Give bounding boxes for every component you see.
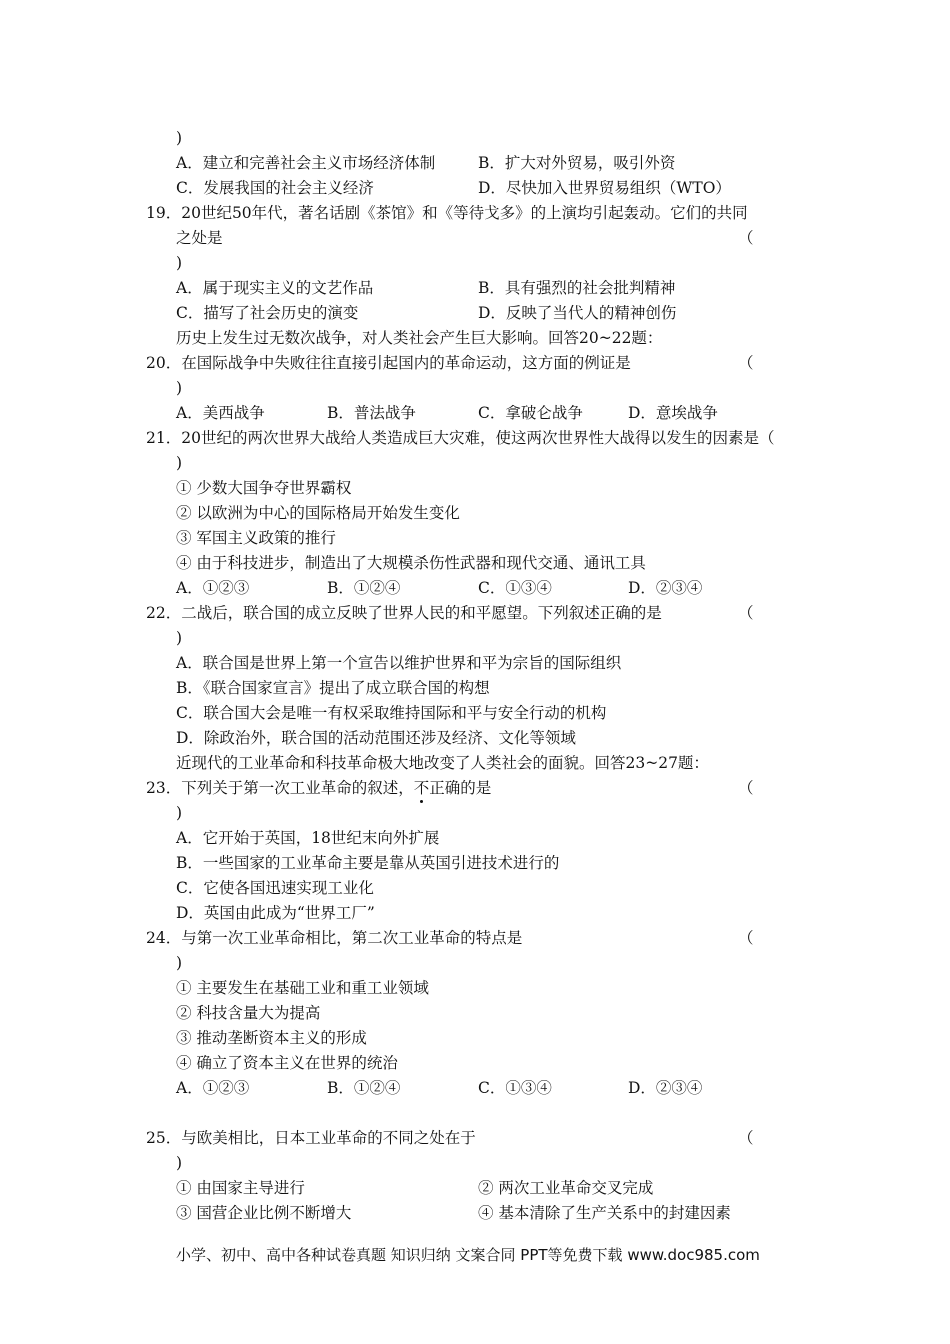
q19-option-c: C．描写了社会历史的演变 (176, 304, 359, 322)
q19-stem-line2: 之处是 (176, 229, 223, 247)
q25-paren-open: （ (738, 1129, 754, 1147)
q18-paren-close: ) (176, 129, 183, 147)
q23-stem-emphasis: 不 (413, 779, 430, 797)
q22-option-a: A．联合国是世界上第一个宣告以维护世界和平为宗旨的国际组织 (176, 654, 622, 672)
q18-option-d: D．尽快加入世界贸易组织（WTO） (478, 179, 731, 197)
q24-option-b: B．①②④ (327, 1079, 401, 1097)
q25-stem: 25．与欧美相比，日本工业革命的不同之处在于 (146, 1129, 476, 1147)
q18-option-b: B．扩大对外贸易，吸引外资 (478, 154, 676, 172)
q23-stem-pre: 23．下列关于第一次工业革命的叙述， (146, 779, 414, 797)
q24-option-d: D．②③④ (628, 1079, 703, 1097)
q23-option-d: D．英国由此成为“世界工厂” (176, 904, 375, 922)
q24-option-a: A．①②③ (176, 1079, 250, 1097)
q22-paren-close: ) (176, 629, 183, 647)
q20-stem: 20．在国际战争中失败往往直接引起国内的革命运动，这方面的例证是 (146, 354, 631, 372)
q21-paren-close: ) (176, 454, 183, 472)
q25-item-3: ③ 国营企业比例不断增大 (176, 1204, 352, 1222)
q23-stem (146, 778, 491, 798)
q19-paren-close: ) (176, 254, 183, 272)
q25-paren-close: ) (176, 1154, 183, 1172)
q21-option-b: B．①②④ (327, 579, 401, 597)
q25-item-4: ④ 基本清除了生产关系中的封建因素 (478, 1204, 731, 1222)
q19-stem-line1: 19．20世纪50年代，著名话剧《茶馆》和《等待戈多》的上演均引起轰动。它们的共同 (146, 204, 748, 222)
q23-paren-open: （ (738, 779, 754, 797)
q20-option-a: A．美西战争 (176, 404, 265, 422)
section-intro-23-27: 近现代的工业革命和科技革命极大地改变了人类社会的面貌。回答23~27题： (176, 754, 709, 772)
q20-paren-open: （ (738, 354, 754, 372)
q20-paren-close: ) (176, 379, 183, 397)
q24-paren-close: ) (176, 954, 183, 972)
q19-option-d: D．反映了当代人的精神创伤 (478, 304, 677, 322)
q22-paren-open: （ (738, 604, 754, 622)
q24-option-c: C．①③④ (478, 1079, 552, 1097)
q21-item-3: ③ 军国主义政策的推行 (176, 529, 336, 547)
q24-item-2: ② 科技含量大为提高 (176, 1004, 321, 1022)
section-intro-20-22: 历史上发生过无数次战争，对人类社会产生巨大影响。回答20~22题： (176, 329, 663, 347)
q18-option-c: C．发展我国的社会主义经济 (176, 179, 374, 197)
q25-item-1: ① 由国家主导进行 (176, 1179, 305, 1197)
q20-option-d: D．意埃战争 (628, 404, 718, 422)
q22-option-c: C．联合国大会是唯一有权采取维持国际和平与安全行动的机构 (176, 704, 607, 722)
q21-stem: 21．20世纪的两次世界大战给人类造成巨大灾难，使这两次世界性大战得以发生的因素是（ (146, 429, 775, 447)
q23-option-b: B．一些国家的工业革命主要是靠从英国引进技术进行的 (176, 854, 560, 872)
q23-stem-post: 正确的是 (429, 779, 492, 797)
q22-option-d: D．除政治外，联合国的活动范围还涉及经济、文化等领域 (176, 729, 576, 747)
q19-option-b: B．具有强烈的社会批判精神 (478, 279, 676, 297)
q21-item-4: ④ 由于科技进步，制造出了大规模杀伤性武器和现代交通、通讯工具 (176, 554, 646, 572)
q21-option-a: A．①②③ (176, 579, 250, 597)
q24-item-3: ③ 推动垄断资本主义的形成 (176, 1029, 367, 1047)
q24-item-1: ① 主要发生在基础工业和重工业领域 (176, 979, 429, 997)
q19-option-a: A．属于现实主义的文艺作品 (176, 279, 374, 297)
q23-option-c: C．它使各国迅速实现工业化 (176, 879, 374, 897)
page-footer: 小学、初中、高中各种试卷真题 知识归纳 文案合同 PPT等免费下载 www.doc985.com (176, 1246, 760, 1264)
q21-option-c: C．①③④ (478, 579, 552, 597)
q19-paren-open: （ (738, 229, 754, 247)
q24-stem: 24．与第一次工业革命相比，第二次工业革命的特点是 (146, 929, 523, 947)
q21-item-2: ② 以欧洲为中心的国际格局开始发生变化 (176, 504, 460, 522)
q20-option-b: B．普法战争 (327, 404, 416, 422)
q23-paren-close: ) (176, 804, 183, 822)
q18-option-a: A．建立和完善社会主义市场经济体制 (176, 154, 436, 172)
q21-option-d: D．②③④ (628, 579, 703, 597)
q24-item-4: ④ 确立了资本主义在世界的统治 (176, 1054, 398, 1072)
q25-item-2: ② 两次工业革命交叉完成 (478, 1179, 654, 1197)
q20-option-c: C．拿破仑战争 (478, 404, 583, 422)
q22-option-b: B．《联合国家宣言》提出了成立联合国的构想 (176, 679, 490, 697)
q21-item-1: ① 少数大国争夺世界霸权 (176, 479, 352, 497)
q23-option-a: A．它开始于英国，18世纪末向外扩展 (176, 829, 440, 847)
q24-paren-open: （ (738, 929, 754, 947)
q22-stem: 22．二战后，联合国的成立反映了世界人民的和平愿望。下列叙述正确的是 (146, 604, 662, 622)
